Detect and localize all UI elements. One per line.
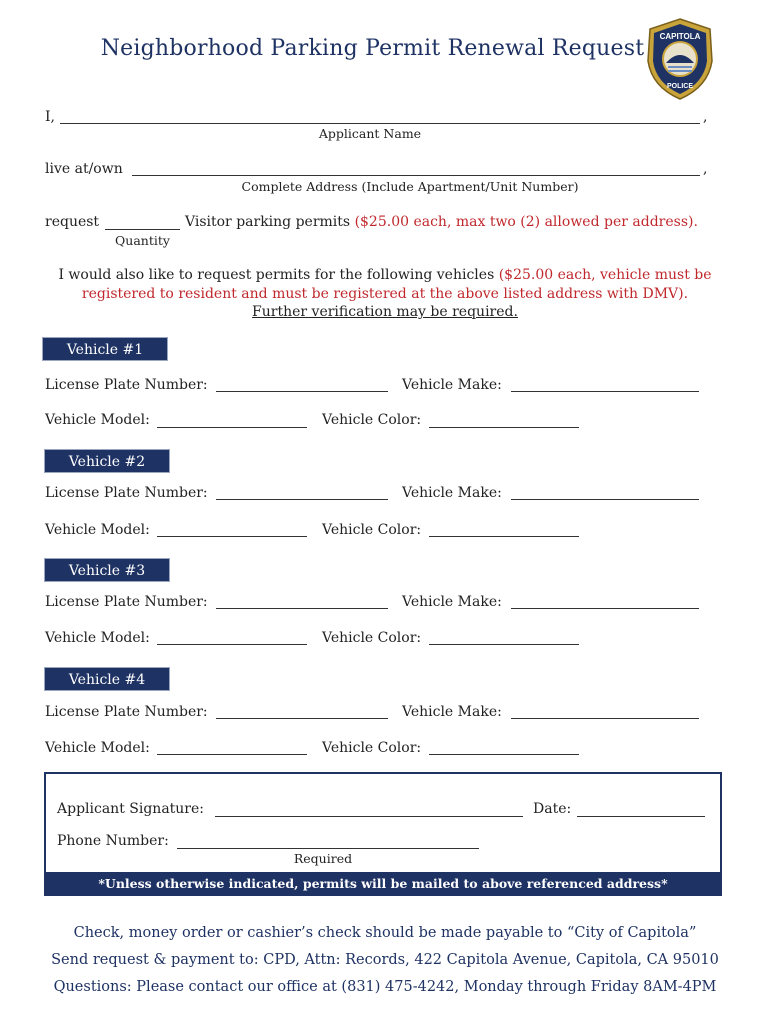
- vehicle-3-color-label: Vehicle Color:: [322, 630, 422, 646]
- vehicle-2-color-field[interactable]: [429, 536, 579, 537]
- badge-bottom-text: POLICE: [666, 83, 694, 90]
- vehicle-3-color-field[interactable]: [429, 644, 579, 645]
- footer-address-line: Send request & payment to: CPD, Attn: Records, 422 Capitola Avenue, Capitola, CA 95010: [51, 952, 719, 968]
- vehicle-4-make-field[interactable]: [511, 718, 699, 719]
- badge-icon: [644, 17, 716, 101]
- vehicle-2-plate-field[interactable]: [216, 499, 388, 500]
- mailing-notice: *Unless otherwise indicated, permits will be mailed to above referenced address*: [44, 872, 722, 896]
- vehicle-intro-line3: Further verification may be required.: [252, 304, 518, 320]
- vehicle-4-tab: Vehicle #4: [44, 667, 170, 691]
- vehicle-1-make-field[interactable]: [511, 391, 699, 392]
- vehicle-1-make-label: Vehicle Make:: [402, 377, 502, 393]
- date-label: Date:: [533, 801, 572, 817]
- quantity-field[interactable]: [105, 229, 180, 230]
- vehicle-4-model-field[interactable]: [157, 754, 307, 755]
- vehicle-3-plate-label: License Plate Number:: [45, 594, 208, 610]
- vehicle-2-plate-label: License Plate Number:: [45, 485, 208, 501]
- vehicle-2-model-label: Vehicle Model:: [45, 522, 150, 538]
- vehicle-1-model-label: Vehicle Model:: [45, 412, 150, 428]
- vehicle-2-tab: Vehicle #2: [44, 449, 170, 473]
- visitor-permits-label: Visitor parking permits: [185, 214, 351, 230]
- phone-required-caption: Required: [293, 851, 353, 866]
- vehicle-4-plate-field[interactable]: [216, 718, 388, 719]
- vehicle-4-model-label: Vehicle Model:: [45, 740, 150, 756]
- footer-payment-line: Check, money order or cashier’s check should be made payable to “City of Capitola”: [73, 925, 697, 941]
- request-label: request: [45, 214, 100, 230]
- vehicle-3-model-field[interactable]: [157, 644, 307, 645]
- vehicle-1-model-field[interactable]: [157, 427, 307, 428]
- signature-label: Applicant Signature:: [57, 801, 204, 817]
- applicant-prefix: I,: [45, 109, 55, 125]
- vehicle-1-plate-label: License Plate Number:: [45, 377, 208, 393]
- applicant-name-comma: ,: [703, 109, 708, 125]
- police-badge-logo: [644, 17, 716, 101]
- vehicle-4-color-field[interactable]: [429, 754, 579, 755]
- phone-label: Phone Number:: [57, 833, 169, 849]
- vehicle-4-color-label: Vehicle Color:: [322, 740, 422, 756]
- vehicle-2-make-field[interactable]: [511, 499, 699, 500]
- vehicle-3-plate-field[interactable]: [216, 608, 388, 609]
- quantity-caption: Quantity: [115, 233, 170, 248]
- applicant-name-caption: Applicant Name: [318, 126, 422, 141]
- vehicle-1-plate-field[interactable]: [216, 391, 388, 392]
- vehicle-4-plate-label: License Plate Number:: [45, 704, 208, 720]
- vehicle-intro-line2: registered to resident and must be registered at the above listed address with DMV).: [81, 286, 689, 302]
- footer-contact-line: Questions: Please contact our office at (831) 475-4242, Monday through Friday 8AM-4PM: [53, 979, 717, 995]
- vehicle-1-color-label: Vehicle Color:: [322, 412, 422, 428]
- live-at-label: live at/own: [45, 161, 123, 177]
- badge-top-text: CAPITOLA: [659, 32, 701, 41]
- address-field[interactable]: [132, 175, 700, 176]
- page-title: Neighborhood Parking Permit Renewal Request: [100, 36, 645, 61]
- vehicle-3-model-label: Vehicle Model:: [45, 630, 150, 646]
- vehicle-3-make-label: Vehicle Make:: [402, 594, 502, 610]
- vehicle-1-tab: Vehicle #1: [42, 337, 168, 361]
- applicant-name-field[interactable]: [60, 123, 700, 124]
- vehicle-2-make-label: Vehicle Make:: [402, 485, 502, 501]
- date-field[interactable]: [577, 816, 705, 817]
- vehicle-1-color-field[interactable]: [429, 427, 579, 428]
- vehicle-3-make-field[interactable]: [511, 608, 699, 609]
- vehicle-2-color-label: Vehicle Color:: [322, 522, 422, 538]
- phone-field[interactable]: [177, 848, 479, 849]
- vehicle-3-tab: Vehicle #3: [44, 558, 170, 582]
- visitor-permits-price: ($25.00 each, max two (2) allowed per address).: [354, 214, 698, 230]
- vehicle-2-model-field[interactable]: [157, 536, 307, 537]
- address-caption: Complete Address (Include Apartment/Unit Number): [241, 179, 579, 194]
- vehicle-4-make-label: Vehicle Make:: [402, 704, 502, 720]
- visitor-permits-text: [185, 214, 698, 230]
- vehicle-intro-line1: I would also like to request permits for the following vehicles ($25.00 each, vehicle must be: [58, 267, 712, 283]
- address-comma: ,: [703, 161, 708, 177]
- signature-field[interactable]: [215, 816, 523, 817]
